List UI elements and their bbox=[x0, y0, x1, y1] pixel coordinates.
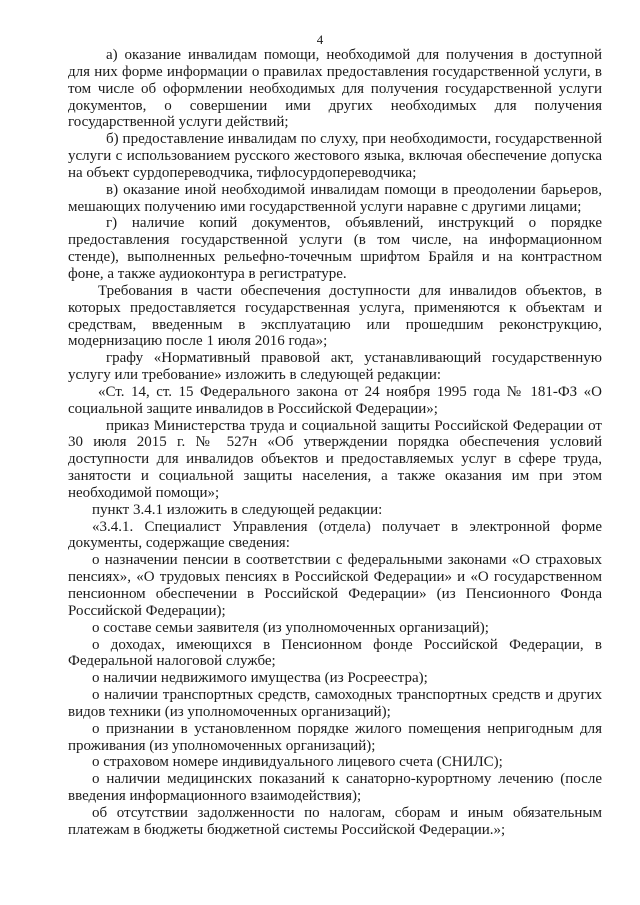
list-item-income: о доходах, имеющихся в Пенсионном фонде Российской Федерации, в Федеральной налоговой службе; bbox=[68, 636, 602, 670]
list-item-housing: о признании в установленном порядке жилого помещения непригодным для проживания (из уполномоченных организаций); bbox=[68, 720, 602, 754]
list-item-snils: о страховом номере индивидуального лицевого счета (СНИЛС); bbox=[92, 754, 503, 771]
list-item-tax-debt: об отсутствии задолженности по налогам, сборам и иным обязательным платежам в бюджеты бюджетной системы Российской Федерации.»; bbox=[68, 804, 602, 838]
paragraph-point-instruction: пункт 3.4.1 изложить в следующей редакции: bbox=[92, 501, 383, 518]
list-item-real-estate: о наличии недвижимого имущества (из Росреестра); bbox=[92, 670, 428, 687]
paragraph-ministry-order: приказ Министерства труда и социальной защиты Российской Федерации от 30 июля 2015 г. № 527н «Об утверждении порядка обеспечения условий доступности для инвалидов объектов и предоставляемых услуг в сфере труда, занятости и социальной защиты населения, а также оказания им при этом необходимой помощи»; bbox=[68, 417, 602, 501]
paragraph-accessibility-requirements: Требования в части обеспечения доступности для инвалидов объектов, в которых предоставляется государственная услуга, применяются к объектам и средствам, введенным в эксплуатацию или прошедшим реконструкцию, модернизацию после 1 июля 2016 года»; bbox=[68, 282, 602, 350]
paragraph-item-a: а) оказание инвалидам помощи, необходимой для получения в доступной для них форме информации о правилах предоставления государственной услуги, в том числе об оформлении необходимых для получения государственной услуги документов, о совершении ими других необходимых для получения государственной услуги действий; bbox=[68, 47, 602, 131]
list-item-medical: о наличии медицинских показаний к санаторно-курортному лечению (после введения информационного взаимодействия); bbox=[68, 771, 602, 805]
document-body bbox=[68, 47, 602, 839]
paragraph-point-3-4-1: «3.4.1. Специалист Управления (отдела) получает в электронной форме документы, содержащие сведения: bbox=[68, 518, 602, 552]
paragraph-item-b: б) предоставление инвалидам по слуху, при необходимости, государственной услуги с использованием русского жестового языка, включая обеспечение допуска на объект сурдопереводчика, тифлосурдопереводчика; bbox=[68, 131, 602, 181]
list-item-vehicles: о наличии транспортных средств, самоходных транспортных средств и других видов техники (из уполномоченных организаций); bbox=[68, 687, 602, 720]
list-item-family: о составе семьи заявителя (из уполномоченных организаций); bbox=[92, 619, 489, 636]
page-number: 4 bbox=[316, 32, 324, 47]
paragraph-item-g: г) наличие копий документов, объявлений, инструкций о порядке предоставления государственной услуги (в том числе, на информационном стенде), выполненных рельефно-точечным шрифтом Брайля и на контрастном фоне, а также аудиоконтура в регистратуре. bbox=[68, 215, 602, 282]
paragraph-federal-law: «Ст. 14, ст. 15 Федерального закона от 24 ноября 1995 года № 181-ФЗ «О социальной защите инвалидов в Российской Федерации»; bbox=[68, 383, 602, 417]
list-item-pension: о назначении пенсии в соответствии с федеральными законами «О страховых пенсиях», «О трудовых пенсиях в Российской Федерации» и «О государственном пенсионном обеспечении в Российской Федерации» (из Пенсионного Фонда Российской Федерации); bbox=[68, 552, 602, 619]
paragraph-item-v: в) оказание иной необходимой инвалидам помощи в преодолении барьеров, мешающих получению ими государственной услуги наравне с другими лицами; bbox=[68, 181, 602, 215]
paragraph-column-instruction: графу «Нормативный правовой акт, устанавливающий государственную услугу или требование» изложить в следующей редакции: bbox=[68, 350, 602, 384]
